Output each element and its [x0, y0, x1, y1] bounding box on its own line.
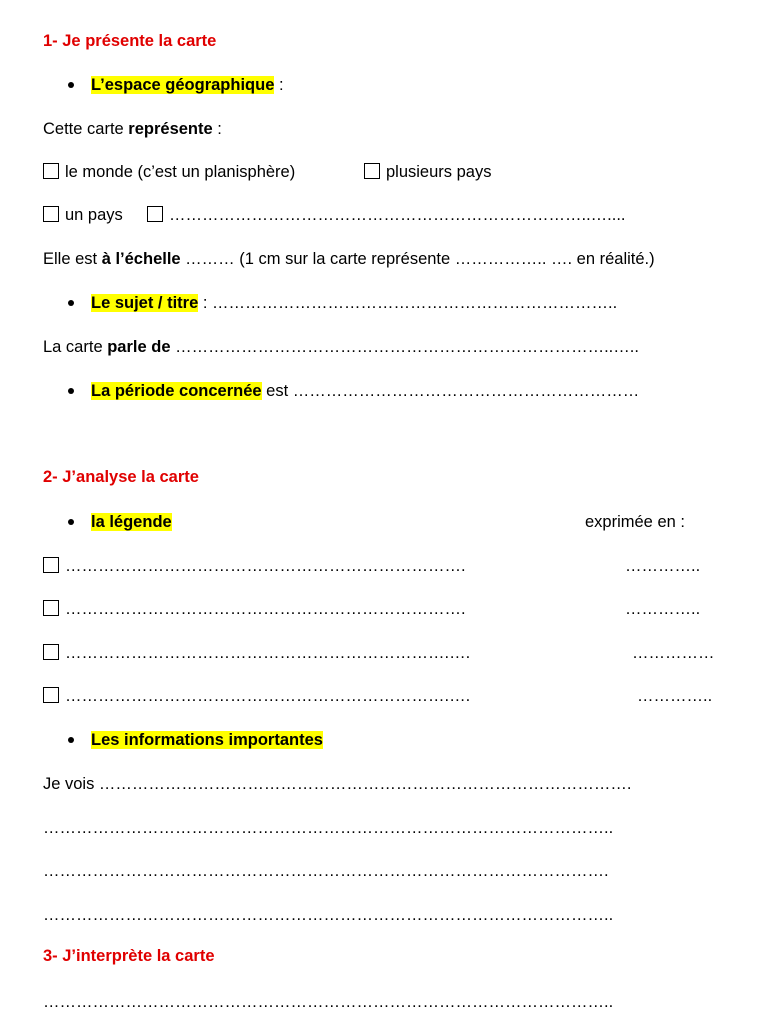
checkbox-monde[interactable]: [43, 163, 59, 179]
answer-line: …………………………………………………………………………………………..: [43, 993, 614, 1011]
answer-line: …………………………………………………………………………………………..: [43, 819, 614, 837]
option-monde-label: le monde (c’est un planisphère): [65, 163, 296, 181]
legend-row: [43, 599, 743, 619]
answer-line: ………………………………………………………………………………………….: [43, 862, 609, 880]
exprimee-label: exprimée en :: [585, 513, 685, 531]
legend-checkbox[interactable]: [43, 687, 59, 703]
je-vois-line: Je vois …………………………………………………………………………………….: [43, 775, 632, 793]
legend-checkbox[interactable]: [43, 557, 59, 573]
echelle-pre: Elle est: [43, 250, 102, 268]
legend-row: [43, 556, 743, 576]
legend-dots: …………………………………………………………….….: [65, 644, 471, 662]
legend-dots: …………………………………………………………….….: [65, 687, 471, 705]
represente-line: [43, 119, 222, 139]
legend-unit: …………..: [625, 600, 701, 618]
option-unpays-label: un pays: [65, 206, 123, 224]
answer-line: …………………………………………………………………………………………..: [43, 906, 614, 924]
option-plusieurs-label: plusieurs pays: [386, 163, 492, 181]
option-unpays: [43, 205, 123, 225]
bullet-icon: [68, 737, 74, 743]
checkbox-autre[interactable]: [147, 206, 163, 222]
legend-checkbox[interactable]: [43, 644, 59, 660]
parle-post: ……………………………………………………………………..…..: [170, 338, 639, 356]
represente-post: :: [212, 120, 222, 138]
legend-unit: …………..: [625, 557, 701, 575]
section2-heading: 2- J’analyse la carte: [43, 468, 199, 486]
echelle-line: [43, 249, 655, 269]
legend-dots: ……………………………………………………………….: [65, 600, 466, 618]
espace-label: L’espace géographique: [91, 76, 275, 94]
options-row-2: [43, 205, 743, 225]
option-autre-label: …………………………………………………………………..…....: [169, 206, 626, 224]
option-monde: [43, 162, 295, 182]
echelle-post: ……… (1 cm sur la carte représente …………….. …. en réalité.): [180, 250, 655, 268]
infos-label: Les informations importantes: [91, 731, 323, 749]
legend-row: [43, 686, 743, 706]
sujet-label: Le sujet / titre: [91, 294, 199, 312]
section1-heading: 1- Je présente la carte: [43, 32, 217, 50]
legend-unit: …………..: [637, 687, 713, 705]
bullet-icon: [68, 519, 74, 525]
section3-heading: 3- J’interprète la carte: [43, 947, 215, 965]
sujet-post: : ………………………………………………………………..: [198, 294, 618, 312]
legend-unit: ……………: [632, 644, 715, 662]
represente-pre: Cette carte: [43, 120, 129, 138]
parle-pre: La carte: [43, 338, 108, 356]
parle-line: [43, 337, 639, 357]
option-autre: [147, 205, 626, 225]
option-plusieurs: [364, 162, 491, 182]
bullet-icon: [68, 82, 74, 88]
espace-sep: :: [274, 76, 284, 94]
periode-label: La période concernée: [91, 382, 262, 400]
checkbox-un-pays[interactable]: [43, 206, 59, 222]
options-row-1: [43, 162, 743, 182]
bullet-icon: [68, 300, 74, 306]
legend-dots: ……………………………………………………………….: [65, 557, 466, 575]
legende-label: la légende: [91, 513, 172, 531]
represente-bold: représente: [128, 120, 213, 138]
bullet-icon: [68, 388, 74, 394]
parle-bold: parle de: [107, 338, 171, 356]
checkbox-plusieurs-pays[interactable]: [364, 163, 380, 179]
echelle-bold: à l’échelle: [101, 250, 181, 268]
periode-post: est ………………………………………………………: [261, 382, 640, 400]
legend-checkbox[interactable]: [43, 600, 59, 616]
legend-row: [43, 643, 743, 663]
